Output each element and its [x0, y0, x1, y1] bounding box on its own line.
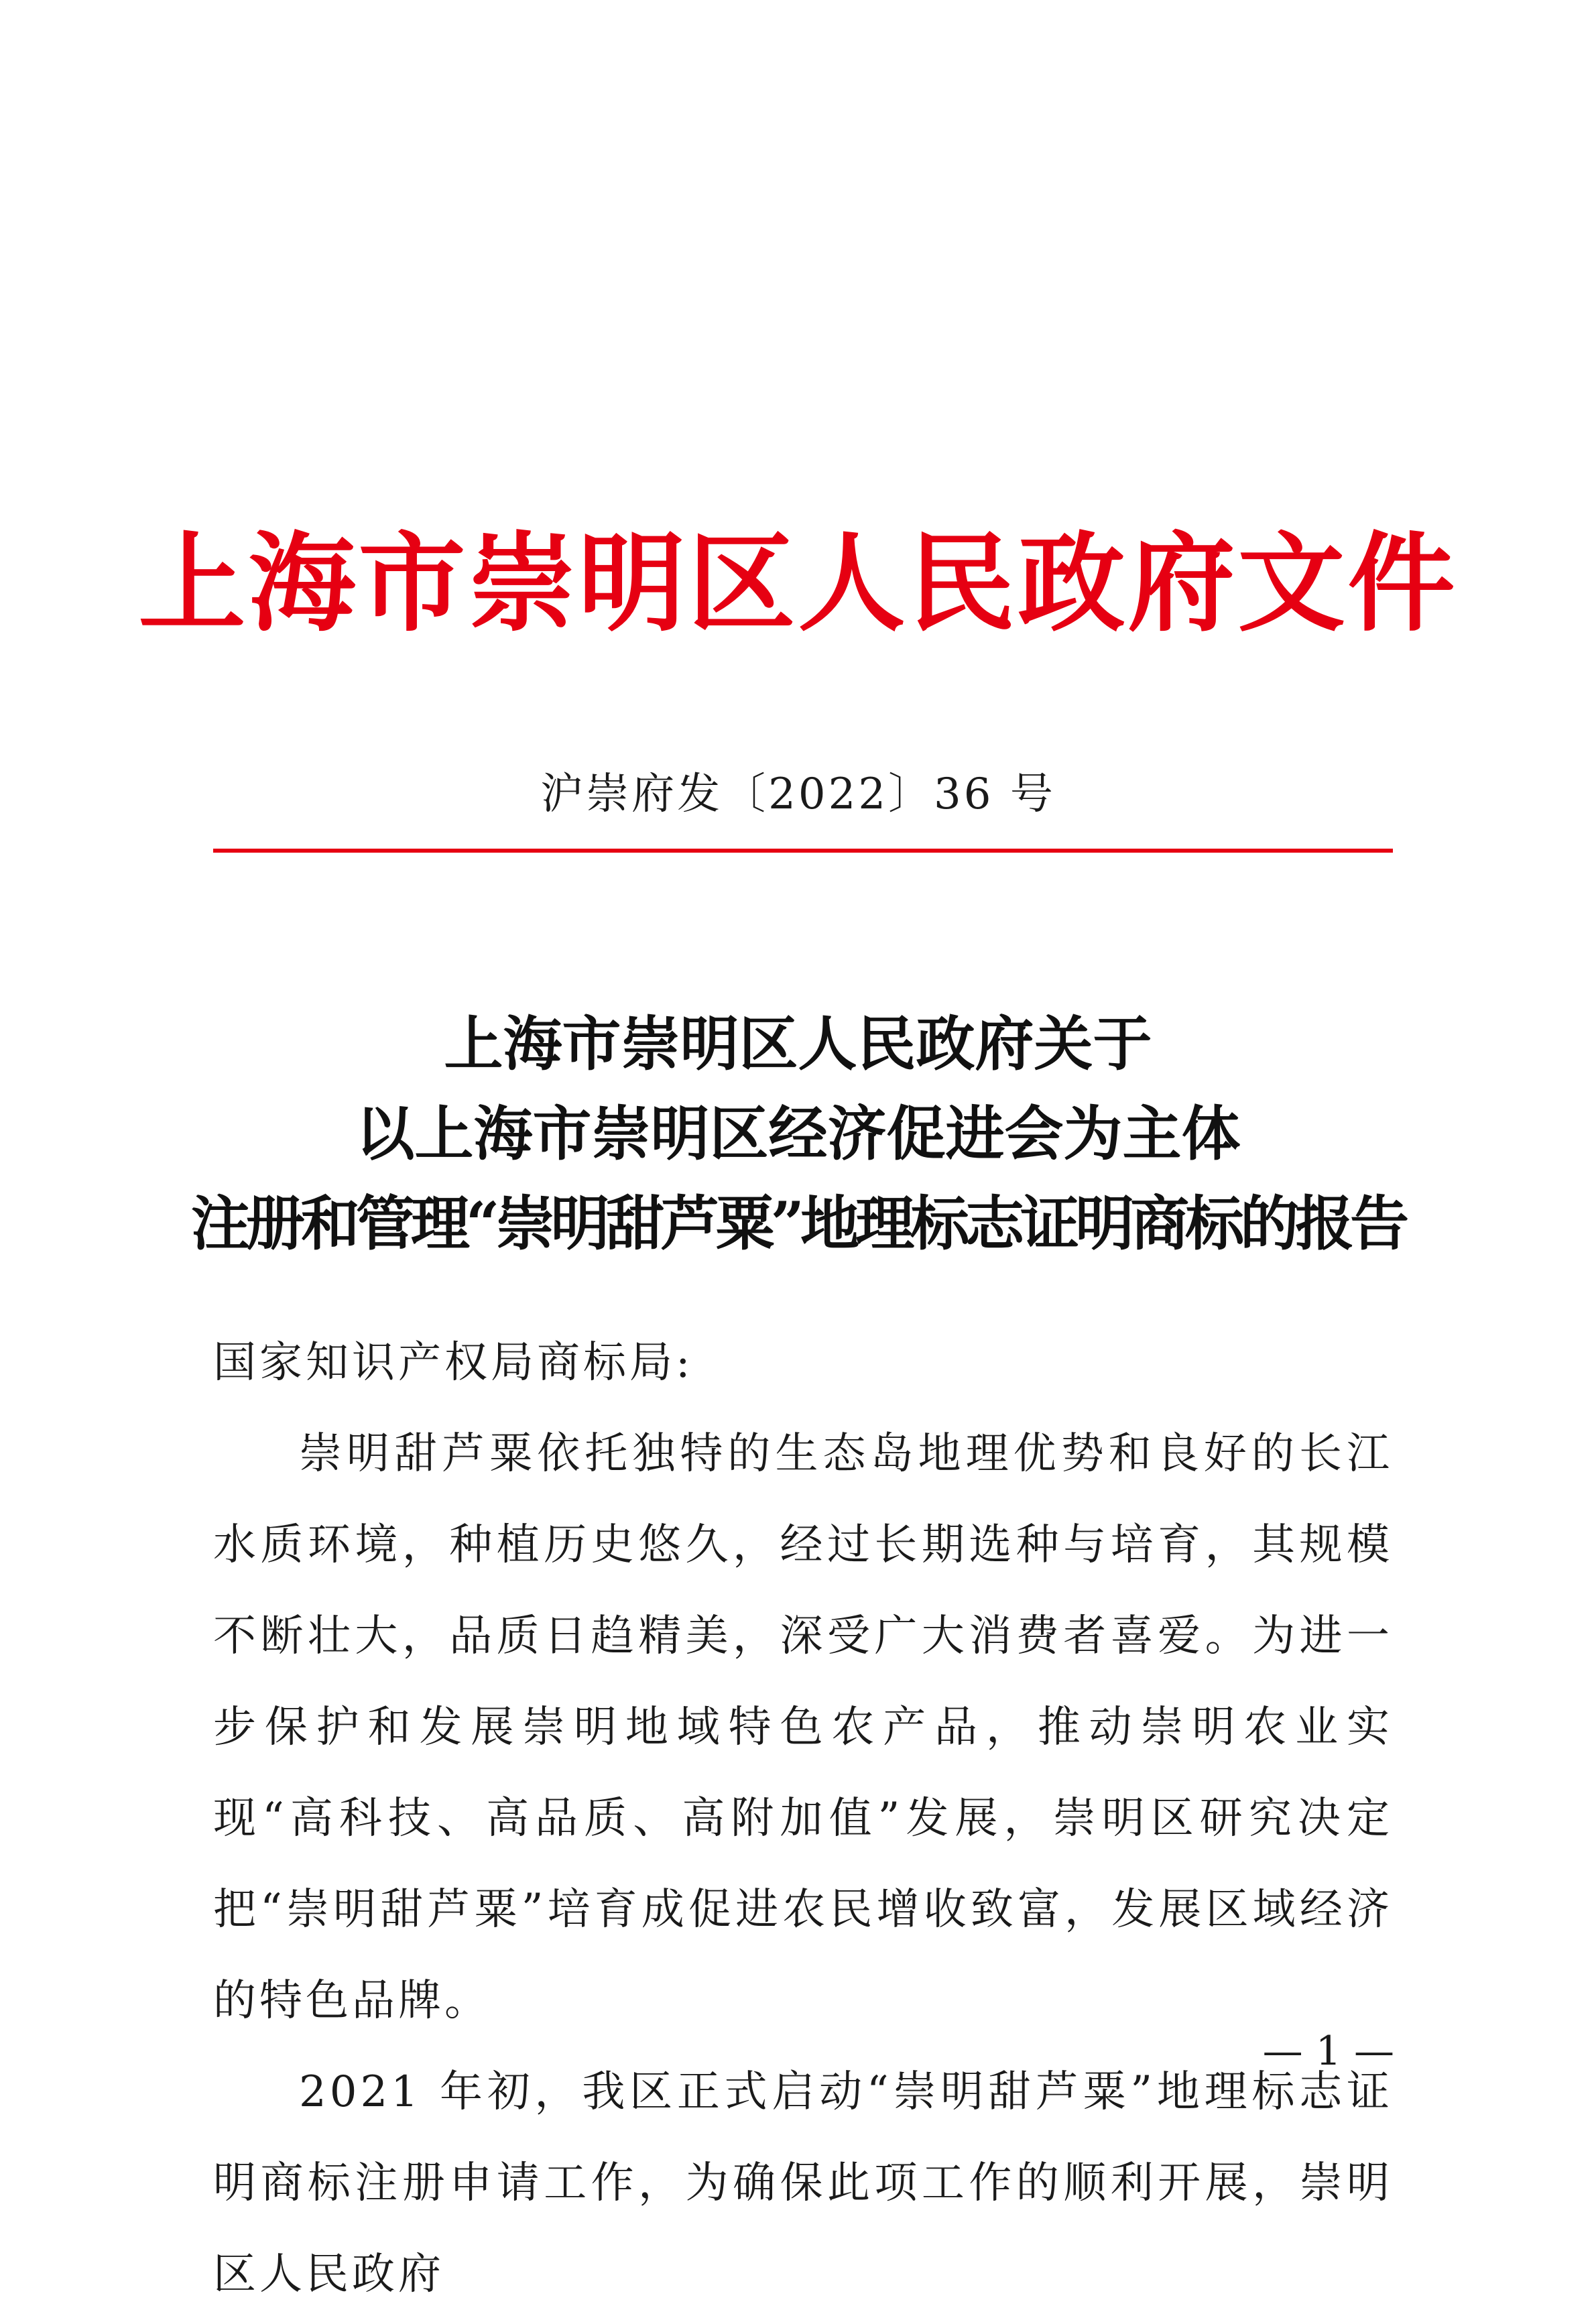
document-body — [213, 1317, 1393, 2320]
document-number: 沪崇府发〔2022〕36 号 — [540, 770, 1056, 819]
salutation: 国家知识产权局商标局: — [213, 1338, 694, 1388]
masthead-title: 上海市崇明区人民政府文件 — [138, 520, 1458, 646]
red-separator-line — [213, 849, 1393, 853]
title-line-3: 注册和管理“崇明甜芦粟”地理标志证明商标的报告 — [190, 1188, 1406, 1258]
body-paragraph: 崇明甜芦粟依托独特的生态岛地理优势和良好的长江水质环境，种植历史悠久，经过长期选种与培育，其规模不断壮大，品质日趋精美，深受广大消费者喜爱。为进一步保护和发展崇明地域特色农产品，推动崇明农业实现“高科技、高品质、高附加值”发展，崇明区研究决定把“崇明甜芦粟”培育成促进农民增收致富，发展区域经济的特色品牌。 — [213, 1429, 1393, 2026]
page-number: — 1 — — [1262, 2028, 1394, 2075]
body-paragraph: 2021 年初，我区正式启动“崇明甜芦粟”地理标志证明商标注册申请工作，为确保此项工作的顺利开展，崇明区人民政府 — [213, 2067, 1393, 2299]
title-line-2: 以上海市崇明区经济促进会为主体 — [355, 1099, 1241, 1168]
title-line-1: 上海市崇明区人民政府关于 — [444, 1009, 1152, 1079]
document-title — [0, 999, 1596, 1268]
